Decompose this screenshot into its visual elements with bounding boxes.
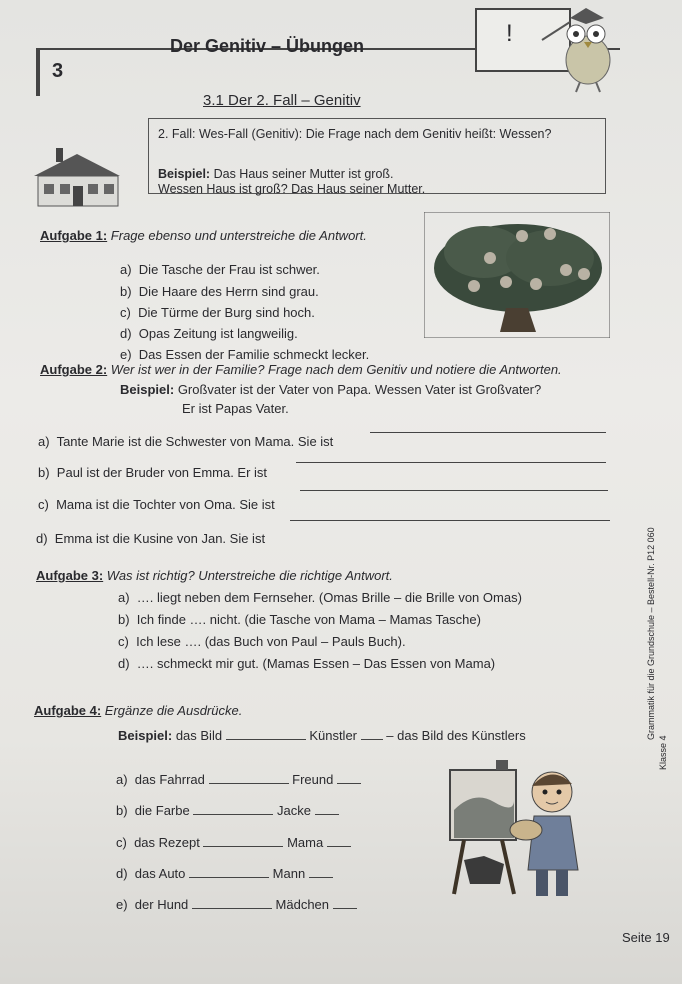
aufgabe1-item-c: c) Die Türme der Burg sind hoch.	[120, 305, 315, 320]
aufgabe1-item-a: a) Die Tasche der Frau ist schwer.	[120, 262, 320, 277]
aufgabe3-item-d: d) …. schmeckt mir gut. (Mamas Essen – Das Essen von Mama)	[118, 656, 496, 671]
info-example	[158, 167, 394, 181]
aufgabe4-item-b: b) die Farbe Jacke	[116, 802, 339, 818]
aufgabe2-item-b: b) Paul ist der Bruder von Emma. Er ist	[38, 465, 268, 480]
aufgabe4-blank-d-left[interactable]	[189, 865, 269, 878]
aufgabe1-label: Aufgabe 1:	[40, 228, 108, 243]
aufgabe4-blank-e-right[interactable]	[333, 896, 357, 909]
info-example-label: Beispiel:	[158, 167, 211, 181]
aufgabe1-instruction: Frage ebenso und unterstreiche die Antwort.	[110, 228, 367, 243]
aufgabe1-heading	[40, 228, 367, 243]
side-grade-line: Klasse 4	[658, 735, 668, 770]
aufgabe3-instruction: Was ist richtig? Unterstreiche die richtige Antwort.	[106, 568, 393, 583]
aufgabe3-item-b: b) Ich finde …. nicht. (die Tasche von Mama – Mamas Tasche)	[118, 612, 481, 627]
exclamation-mark: !	[506, 20, 513, 47]
aufgabe4-item-c: c) das Rezept Mama	[116, 834, 351, 850]
aufgabe1-item-e: e) Das Essen der Familie schmeckt lecker.	[120, 347, 370, 362]
aufgabe4-blank-e-left[interactable]	[192, 896, 272, 909]
aufgabe4-blank-c-left[interactable]	[203, 834, 283, 847]
aufgabe4-blank-a-right[interactable]	[337, 771, 361, 784]
aufgabe4-blank-b-right[interactable]	[315, 802, 339, 815]
aufgabe3-item-c: c) Ich lese …. (das Buch von Paul – Pauls Buch).	[118, 634, 406, 649]
aufgabe4-instruction: Ergänze die Ausdrücke.	[104, 703, 243, 718]
chapter-number: 3	[52, 60, 64, 82]
house-illustration	[30, 146, 124, 208]
aufgabe4-blank-a-left[interactable]	[209, 771, 289, 784]
aufgabe2-answer-line-d[interactable]	[290, 520, 610, 521]
aufgabe2-item-a: a) Tante Marie ist die Schwester von Mama. Sie ist	[38, 434, 334, 449]
aufgabe4-example-blank-left[interactable]	[226, 727, 306, 740]
aufgabe3-item-a: a) …. liegt neben dem Fernseher. (Omas Brille – die Brille von Omas)	[118, 590, 522, 605]
aufgabe1-item-b: b) Die Haare des Herrn sind grau.	[120, 284, 319, 299]
info-definition: 2. Fall: Wes-Fall (Genitiv): Die Frage nach dem Genitiv heißt: Wessen?	[158, 127, 552, 141]
aufgabe4-item-e: e) der Hund Mädchen	[116, 896, 357, 912]
aufgabe1-item-d: d) Opas Zeitung ist langweilig.	[120, 326, 298, 341]
family-tree-illustration	[424, 212, 610, 338]
aufgabe2-item-c: c) Mama ist die Tochter von Oma. Sie ist	[38, 497, 275, 512]
owl-teacher-illustration	[540, 2, 630, 94]
aufgabe3-label: Aufgabe 3:	[36, 568, 104, 583]
aufgabe3-heading	[36, 568, 393, 583]
aufgabe2-answer-line-b[interactable]	[296, 462, 606, 463]
aufgabe2-label: Aufgabe 2:	[40, 362, 108, 377]
aufgabe4-label: Aufgabe 4:	[34, 703, 102, 718]
side-publisher-text	[636, 527, 668, 860]
aufgabe4-example: Beispiel: das Bild Künstler – das Bild des Künstlers	[118, 728, 526, 743]
aufgabe2-example: Beispiel: Großvater ist der Vater von Papa. Wessen Vater ist Großvater?	[120, 382, 542, 397]
aufgabe2-instruction: Wer ist wer in der Familie? Frage nach dem Genitiv und notiere die Antworten.	[110, 362, 562, 377]
aufgabe4-blank-d-right[interactable]	[309, 865, 333, 878]
aufgabe2-item-d: d) Emma ist die Kusine von Jan. Sie ist	[36, 531, 266, 546]
section-subtitle: 3.1 Der 2. Fall – Genitiv	[203, 92, 361, 109]
aufgabe2-answer-line-a[interactable]	[370, 432, 606, 433]
chapter-title: Der Genitiv – Übungen	[170, 36, 365, 56]
aufgabe2-answer-line-c[interactable]	[300, 490, 608, 491]
aufgabe4-item-d: d) das Auto Mann	[116, 865, 333, 881]
info-question: Wessen Haus ist groß? Das Haus seiner Mutter.	[158, 182, 426, 196]
info-example-text: Das Haus seiner Mutter ist groß.	[213, 167, 394, 181]
aufgabe4-blank-c-right[interactable]	[327, 834, 351, 847]
aufgabe4-example-blank-right[interactable]	[361, 727, 383, 740]
side-publisher-line: Grammatik für die Grundschule – Bestell-Nr. P12 060	[646, 527, 656, 740]
aufgabe4-item-a: a) das Fahrrad Freund	[116, 771, 361, 787]
aufgabe2-example-answer: Er ist Papas Vater.	[182, 401, 289, 416]
painter-boy-illustration	[444, 760, 604, 900]
aufgabe4-heading	[34, 703, 242, 718]
aufgabe2-heading	[40, 362, 562, 377]
aufgabe4-blank-b-left[interactable]	[193, 802, 273, 815]
page-number: Seite 19	[622, 930, 670, 945]
